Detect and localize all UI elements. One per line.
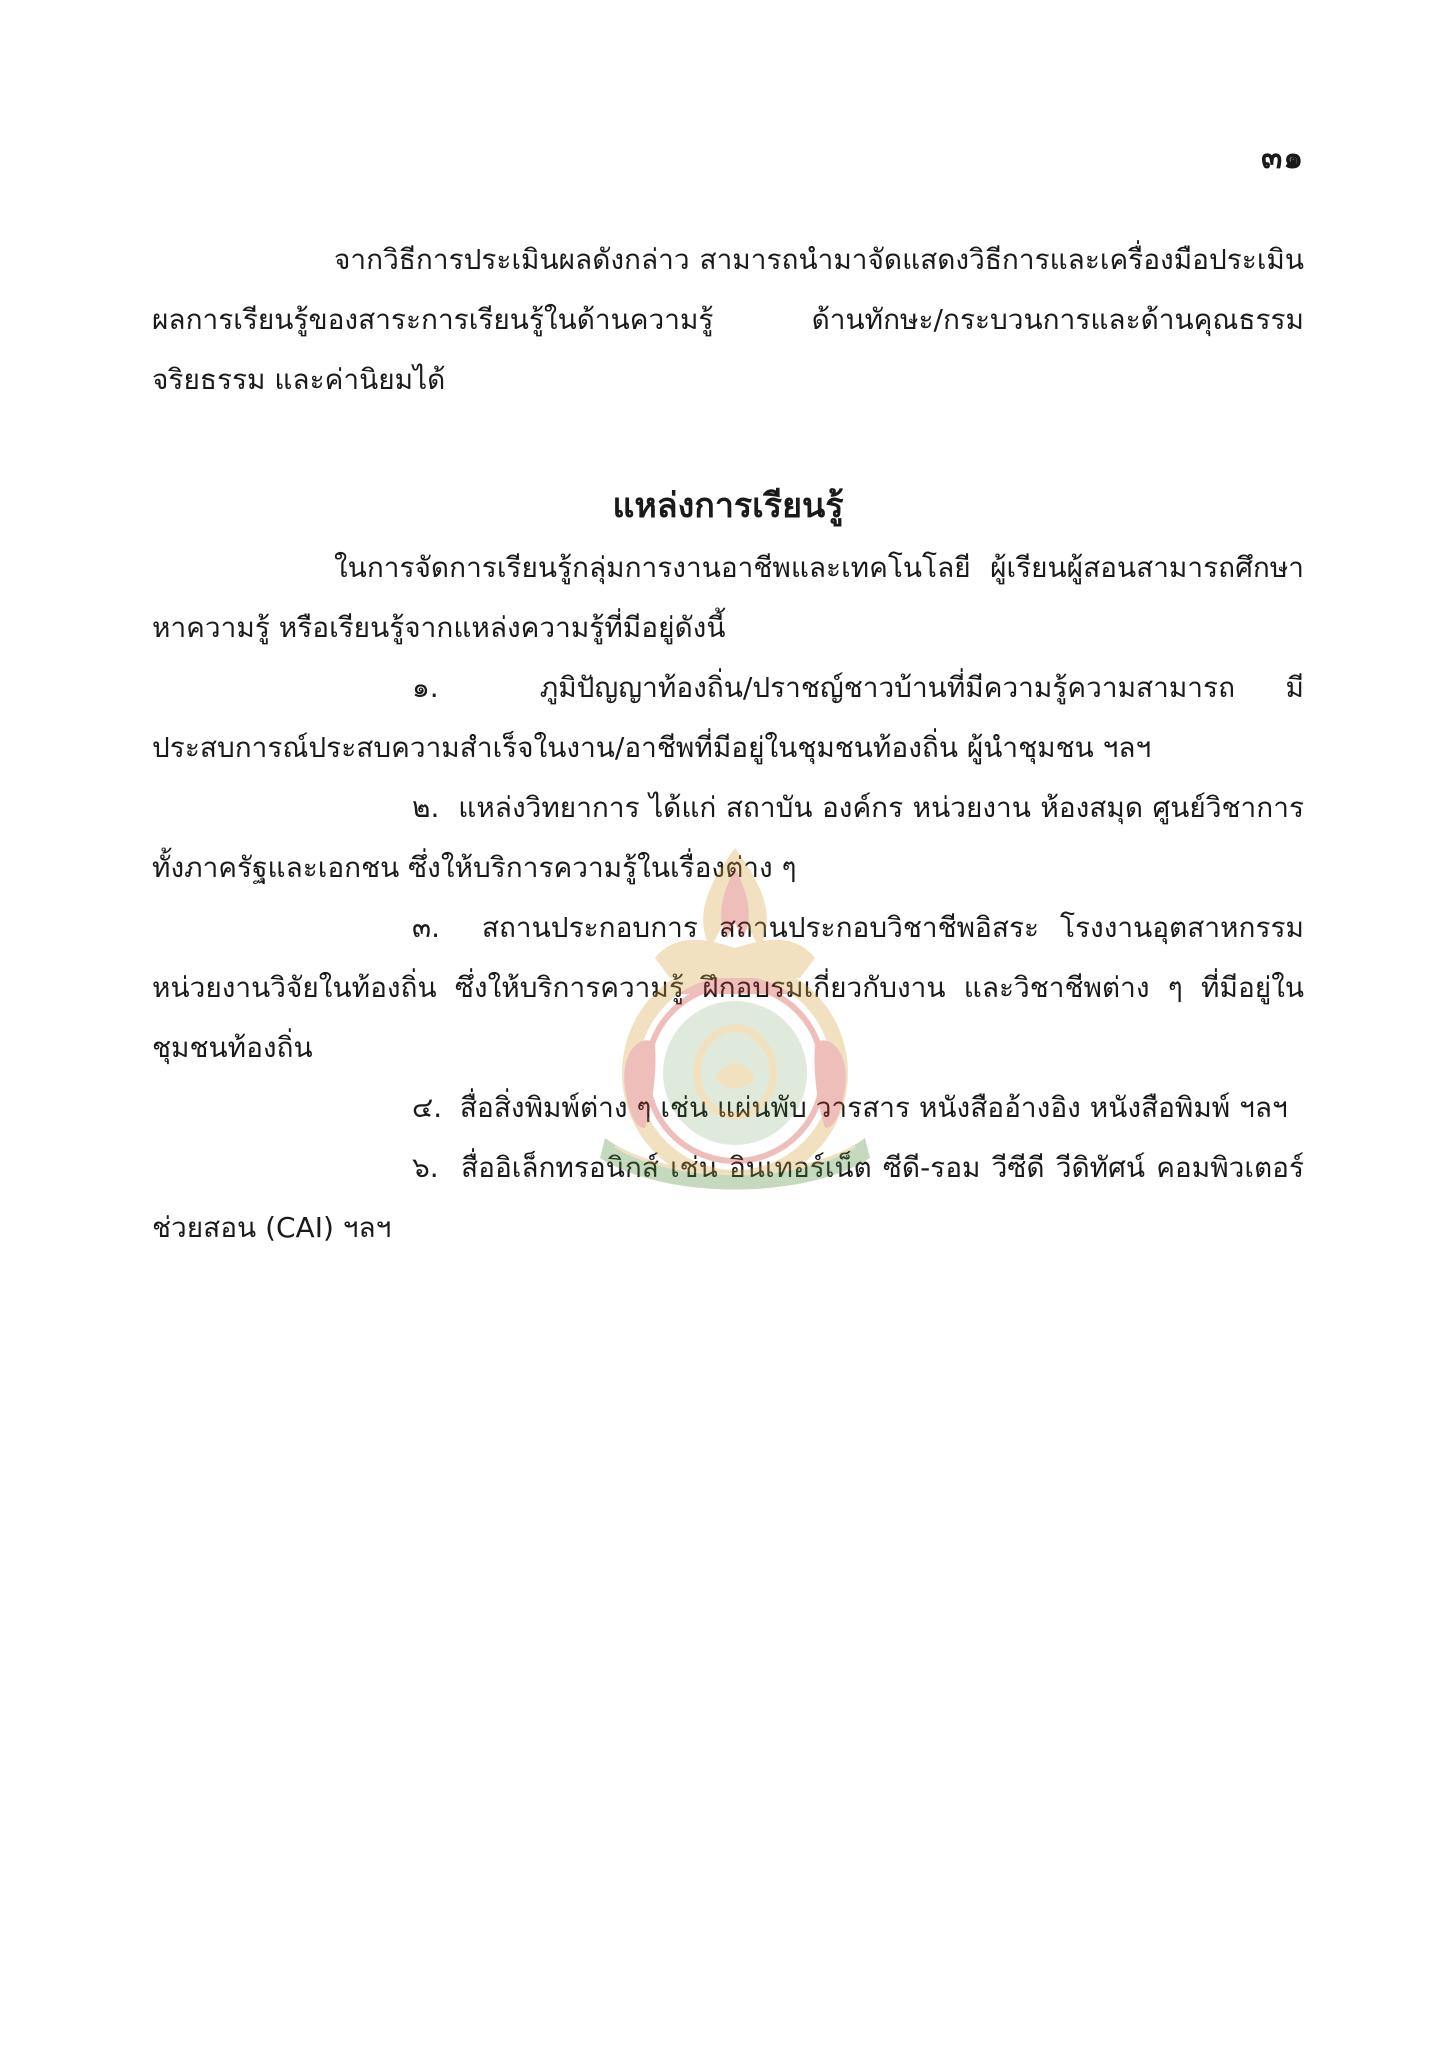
list-item-number: ๑. bbox=[412, 671, 439, 704]
section-intro: ในการจัดการเรียนรู้กลุ่มการงานอาชีพและเทคโนโลยี ผู้เรียนผู้สอนสามารถศึกษาหาความรู้ หรือเรียนรู้จากแหล่งความรู้ที่มีอยู่ดังนี้ bbox=[152, 551, 1304, 644]
list-item bbox=[152, 1138, 1304, 1258]
list-item-number: ๒. bbox=[412, 791, 440, 824]
list-item bbox=[152, 658, 1304, 778]
list-item-text: สถานประกอบการ สถานประกอบวิชาชีพอิสระ โรงงานอุตสาหกรรม หน่วยงานวิจัยในท้องถิ่น ซึ่งให้บริการความรู้ ฝึกอบรมเกี่ยวกับงาน และวิชาชีพต่าง ๆ ที่มีอยู่ในชุมชนท้องถิ่น bbox=[152, 911, 1305, 1064]
list-item bbox=[152, 1078, 1304, 1138]
list-item-text: สื่อสิ่งพิมพ์ต่าง ๆ เช่น แผ่นพับ วารสาร หนังสืออ้างอิง หนังสือพิมพ์ ฯลฯ bbox=[459, 1091, 1288, 1124]
list-item-number: ๖. bbox=[412, 1151, 439, 1184]
section-heading: แหล่งการเรียนรู้ bbox=[612, 486, 844, 526]
list-item bbox=[152, 778, 1304, 898]
learning-sources-section bbox=[152, 538, 1304, 1258]
list-item-number: ๓. bbox=[412, 911, 441, 944]
list-item bbox=[152, 898, 1304, 1078]
intro-paragraph: จากวิธีการประเมินผลดังกล่าว สามารถนำมาจัดแสดงวิธีการและเครื่องมือประเมินผลการเรียนรู้ของสาระการเรียนรู้ในด้านความรู้ ด้านทักษะ/กระบวนการและด้านคุณธรรมจริยธรรม และค่านิยมได้ bbox=[152, 243, 1304, 396]
page-number: ๓๑ bbox=[1261, 140, 1304, 176]
list-item-number: ๔. bbox=[412, 1091, 443, 1124]
list-item-text: สื่ออิเล็กทรอนิกส์ เช่น อินเทอร์เน็ต ซีดี-รอม วีซีดี วีดิทัศน์ คอมพิวเตอร์ช่วยสอน (CAI) ฯลฯ bbox=[152, 1151, 1304, 1244]
list-item-text: ภูมิปัญญาท้องถิ่น/ปราชญ์ชาวบ้านที่มีความรู้ความสามารถ มีประสบการณ์ประสบความสำเร็จในงาน/อาชีพที่มีอยู่ในชุมชนท้องถิ่น ผู้นำชุมชน ฯลฯ bbox=[152, 671, 1304, 764]
list-item-text: แหล่งวิทยาการ ได้แก่ สถาบัน องค์กร หน่วยงาน ห้องสมุด ศูนย์วิชาการทั้งภาครัฐและเอกชน ซึ่งให้บริการความรู้ในเรื่องต่าง ๆ bbox=[152, 791, 1304, 884]
